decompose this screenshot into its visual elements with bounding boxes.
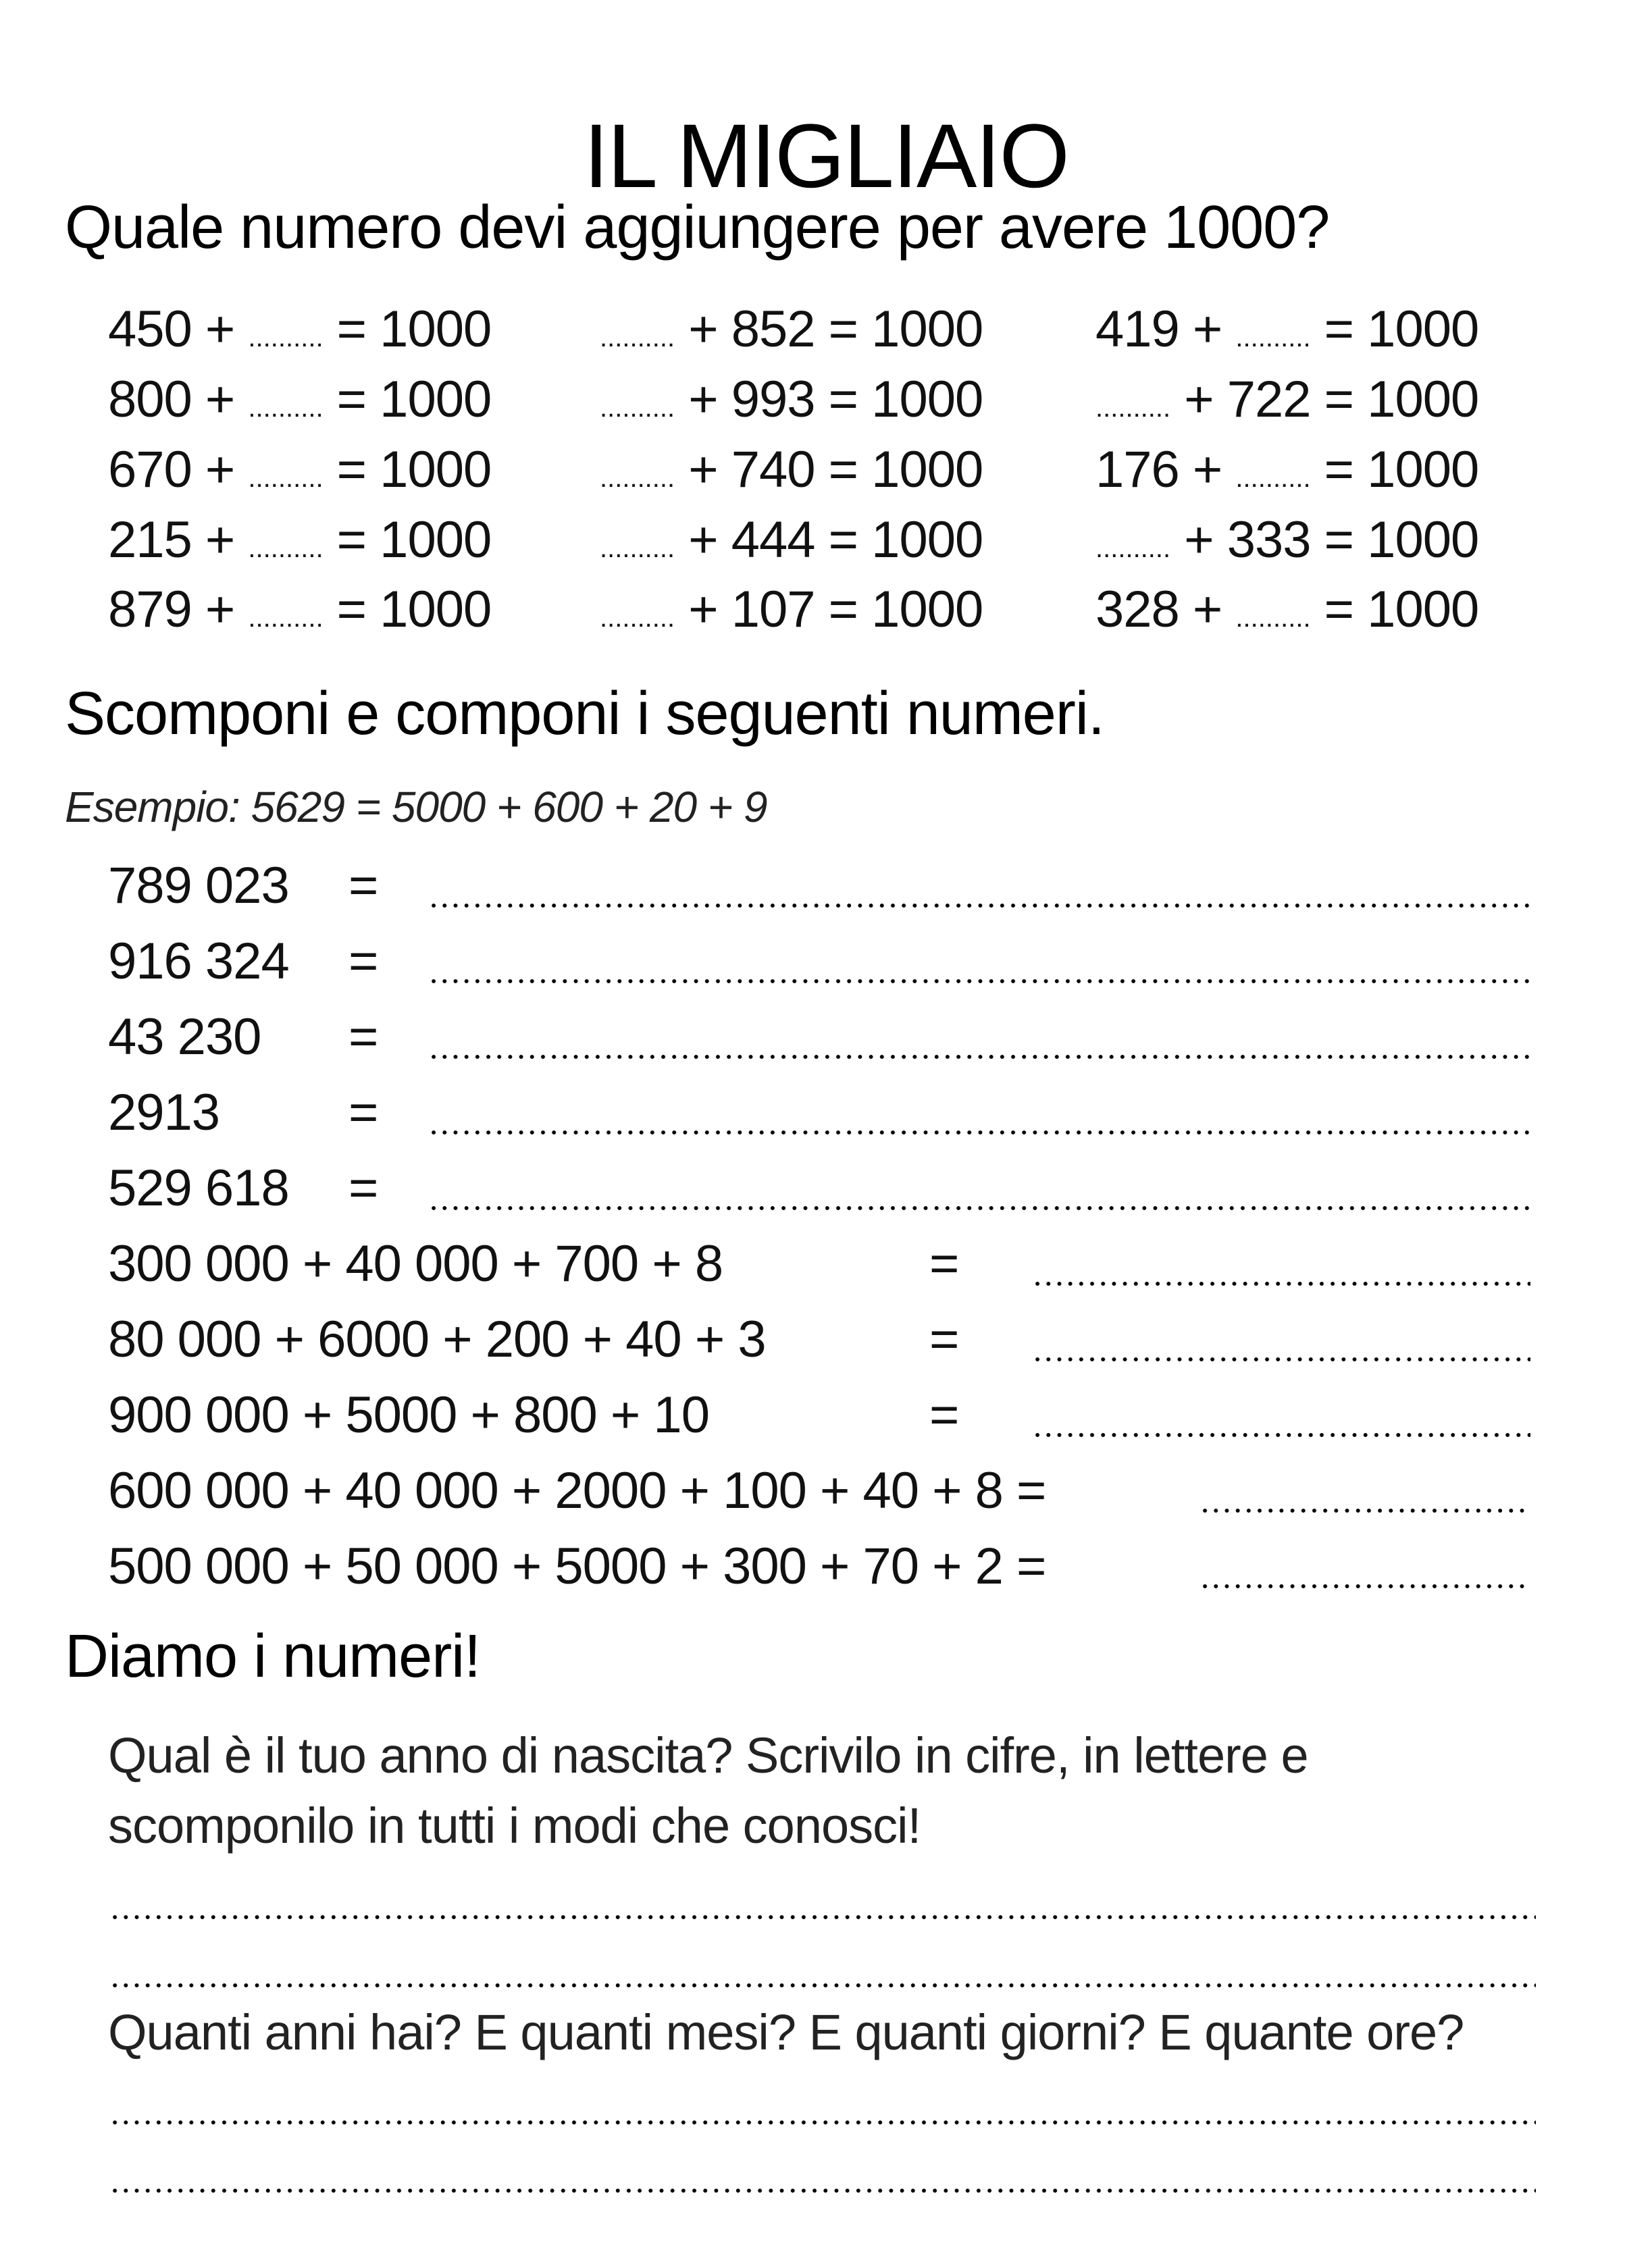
answer-blank[interactable]: ..........	[1095, 393, 1171, 423]
equation	[1095, 506, 1478, 582]
equation	[1095, 296, 1478, 371]
equation	[600, 366, 983, 442]
equals-sign: =	[349, 1159, 378, 1217]
equals-sign: =	[349, 857, 378, 914]
answer-line-3[interactable]	[109, 2120, 1536, 2124]
answer-line-2[interactable]	[109, 1983, 1536, 1987]
equals-sign: =	[929, 1235, 959, 1293]
equation-text: 879 +	[108, 581, 249, 638]
question-birth-year-line2: scomponilo in tutti i modi che conosci!	[108, 1798, 921, 1854]
question-birth-year-line1: Qual è il tuo anno di nascita? Scrivilo in cifre, in lettere e	[108, 1727, 1308, 1783]
equation-text: 419 +	[1095, 301, 1236, 358]
equation-text: = 1000	[323, 441, 492, 498]
answer-line[interactable]	[1199, 1584, 1530, 1588]
equals-sign: =	[929, 1311, 959, 1368]
answer-blank[interactable]: ..........	[248, 533, 324, 563]
equation	[108, 366, 491, 442]
equation-text: 800 +	[108, 371, 249, 428]
equation-text: + 107 = 1000	[675, 581, 983, 638]
answer-blank[interactable]: ..........	[600, 533, 675, 563]
answer-line[interactable]	[428, 1055, 1533, 1059]
equation-text: 670 +	[108, 441, 249, 498]
equation-text: 215 +	[108, 511, 249, 569]
answer-blank[interactable]: ..........	[248, 603, 324, 633]
equals-sign: =	[349, 933, 378, 990]
answer-line[interactable]	[1199, 1509, 1530, 1513]
answer-line[interactable]	[428, 1130, 1533, 1134]
equation-text: = 1000	[1310, 581, 1479, 638]
equation-text: 176 +	[1095, 441, 1236, 498]
equals-sign: =	[349, 1084, 378, 1141]
equation	[600, 436, 983, 512]
equation	[1095, 366, 1478, 442]
number-to-decompose: 2913	[108, 1084, 220, 1141]
equation	[1095, 576, 1478, 652]
section-heading-decompose: Scomponi e componi i seguenti numeri.	[65, 680, 1104, 748]
expression-to-compose: 500 000 + 50 000 + 5000 + 300 + 70 + 2 =	[108, 1538, 1046, 1595]
answer-blank[interactable]: ..........	[1235, 603, 1311, 633]
answer-blank[interactable]: ..........	[600, 323, 675, 353]
answer-blank[interactable]: ..........	[1235, 323, 1311, 353]
equation-text: + 740 = 1000	[675, 441, 983, 498]
answer-line-1[interactable]	[109, 1915, 1536, 1919]
equation-text: = 1000	[323, 371, 492, 428]
answer-blank[interactable]: ..........	[1235, 463, 1311, 493]
equals-sign: =	[929, 1386, 959, 1444]
section-heading-add-to-1000: Quale numero devi aggiungere per avere 1000?	[65, 194, 1330, 261]
equation	[600, 296, 983, 371]
number-to-decompose: 789 023	[108, 857, 289, 914]
equation-text: + 722 = 1000	[1170, 371, 1479, 428]
answer-line[interactable]	[428, 979, 1533, 983]
answer-blank[interactable]: ..........	[1095, 533, 1171, 563]
equation	[1095, 436, 1478, 512]
equation	[600, 506, 983, 582]
answer-blank[interactable]: ..........	[600, 393, 675, 423]
answer-blank[interactable]: ..........	[600, 463, 675, 493]
answer-line[interactable]	[428, 1206, 1533, 1210]
equation-text: + 333 = 1000	[1170, 511, 1479, 569]
equation	[108, 436, 491, 512]
equation-text: = 1000	[323, 511, 492, 569]
equation	[108, 576, 491, 652]
answer-line[interactable]	[428, 904, 1533, 908]
section-heading-diamo-i-numeri: Diamo i numeri!	[65, 1623, 481, 1690]
number-to-decompose: 916 324	[108, 933, 289, 990]
answer-line[interactable]	[1032, 1282, 1530, 1286]
answer-blank[interactable]: ..........	[248, 393, 324, 423]
equation	[600, 576, 983, 652]
answer-blank[interactable]: ..........	[248, 463, 324, 493]
answer-blank[interactable]: ..........	[600, 603, 675, 633]
equation-text: = 1000	[323, 581, 492, 638]
expression-to-compose: 600 000 + 40 000 + 2000 + 100 + 40 + 8 =	[108, 1462, 1046, 1519]
equation-text: 450 +	[108, 301, 249, 358]
expression-to-compose: 80 000 + 6000 + 200 + 40 + 3	[108, 1311, 766, 1368]
equation-text: + 993 = 1000	[675, 371, 983, 428]
number-to-decompose: 43 230	[108, 1008, 261, 1066]
equals-sign: =	[349, 1008, 378, 1066]
equation	[108, 506, 491, 582]
equation-text: = 1000	[1310, 301, 1479, 358]
page-title: IL MIGLIAIO	[584, 105, 1068, 207]
number-to-decompose: 529 618	[108, 1159, 289, 1217]
answer-line[interactable]	[1032, 1357, 1530, 1361]
question-age: Quanti anni hai? E quanti mesi? E quanti giorni? E quante ore?	[108, 2004, 1464, 2060]
equation-text: + 444 = 1000	[675, 511, 983, 569]
equation-text: 328 +	[1095, 581, 1236, 638]
answer-line[interactable]	[1032, 1433, 1530, 1437]
answer-blank[interactable]: ..........	[248, 323, 324, 353]
equation-text: = 1000	[1310, 441, 1479, 498]
example-text: Esempio: 5629 = 5000 + 600 + 20 + 9	[65, 783, 767, 831]
expression-to-compose: 900 000 + 5000 + 800 + 10	[108, 1386, 709, 1444]
equation	[108, 296, 491, 371]
answer-line-4[interactable]	[109, 2189, 1536, 2193]
equation-text: = 1000	[323, 301, 492, 358]
equation-text: + 852 = 1000	[675, 301, 983, 358]
expression-to-compose: 300 000 + 40 000 + 700 + 8	[108, 1235, 723, 1293]
